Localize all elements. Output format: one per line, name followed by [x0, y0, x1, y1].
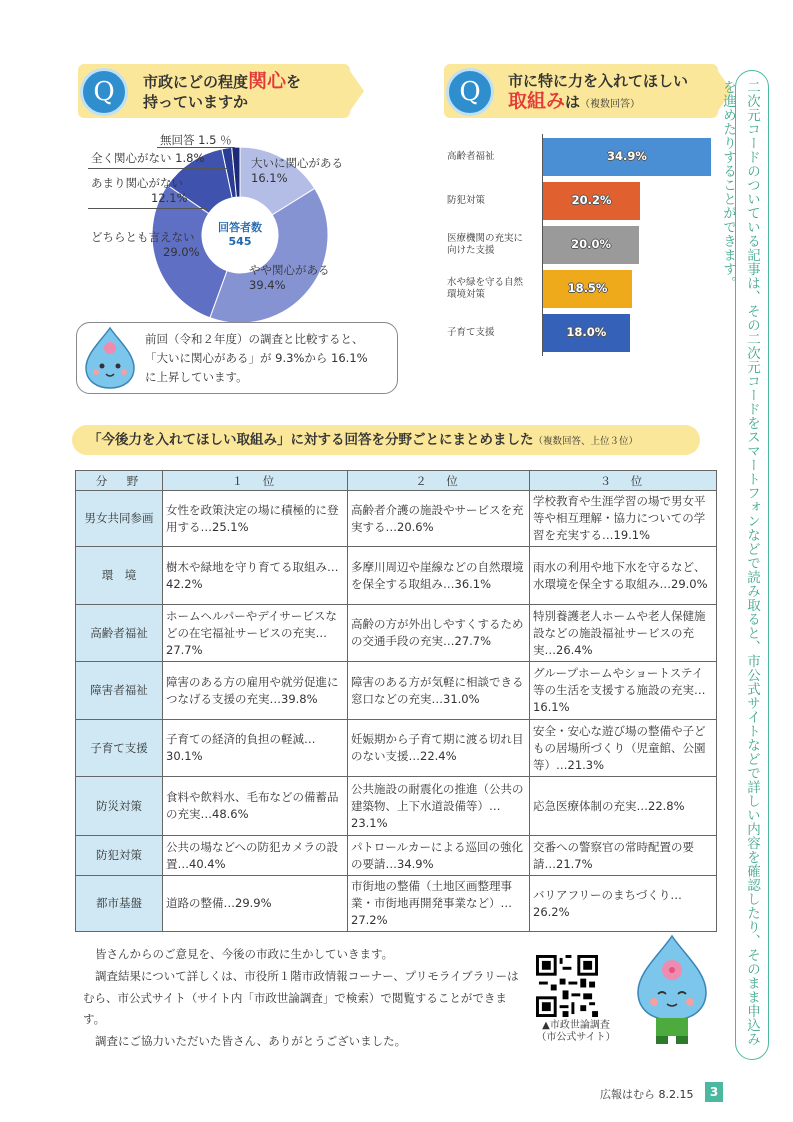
rank-1-cell: 道路の整備…29.9% — [163, 876, 348, 932]
rank-2-cell: 障害のある方が気軽に相談できる窓口などの充実…31.0% — [348, 662, 530, 720]
header-category: 分 野 — [76, 471, 163, 491]
mascot-icon — [80, 324, 140, 390]
table-row — [76, 720, 717, 777]
table-row — [76, 777, 717, 836]
row-category: 環 境 — [76, 547, 163, 605]
rank-1-cell: 女性を政策決定の場に積極的に登用する…25.1% — [163, 491, 348, 547]
table-row — [76, 491, 717, 547]
body-paragraph-3: 調査にご協力いただいた皆さん、ありがとうございました。 — [95, 1034, 407, 1048]
section-banner — [72, 425, 700, 455]
row-category: 防犯対策 — [76, 836, 163, 876]
row-category: 都市基盤 — [76, 876, 163, 932]
rank-3-cell: 安全・安心な遊び場の整備や子どもの居場所づくり（児童館、公園等）…21.3% — [530, 720, 717, 777]
qr-caption — [531, 1020, 621, 1044]
q2-title-part-b: は — [565, 93, 581, 111]
body-paragraph-1: 皆さんからのご意見を、今後の市政に生かしていきます。 — [95, 947, 394, 961]
pie-label-somewhat-interested: やや関心がある 39.4% — [249, 263, 330, 292]
pie-label-very-interested: 大いに関心がある 16.1% — [251, 156, 343, 185]
question-mark-label: Q — [93, 77, 115, 107]
bar-category-label: 医療機関の充実に 向けた支援 — [447, 233, 524, 256]
header-rank-1: １ 位 — [163, 471, 348, 491]
issue-label: 広報はむら 8.2.15 — [600, 1088, 694, 1101]
header-rank-3: ３ 位 — [530, 471, 717, 491]
rank-1-cell: 公共の場などへの防犯カメラの設置…40.4% — [163, 836, 348, 876]
rank-3-cell: 特別養護老人ホームや老人保健施設などの施設福祉サービスの充実…26.4% — [530, 605, 717, 662]
comment-line-3: に上昇しています。 — [145, 370, 248, 384]
q1-title-part-a: 市政にどの程度 — [143, 73, 249, 91]
rank-3-cell: バリアフリーのまちづくり…26.2% — [530, 876, 717, 932]
rank-2-cell: 高齢の方が外出しやすくするための交通手段の充実…27.7% — [348, 605, 530, 662]
header-rank-2: ２ 位 — [348, 471, 530, 491]
bar-category-label: 水や緑を守る自然 環境対策 — [447, 277, 524, 300]
bar-value-label: 18.0% — [566, 325, 607, 339]
rank-1-cell: 子育ての経済的負担の軽減…30.1% — [163, 720, 348, 777]
leader-line — [157, 147, 235, 148]
bar-value-label: 20.2% — [571, 193, 612, 207]
priorities-table — [75, 470, 717, 932]
rank-2-cell: 高齢者介護の施設やサービスを充実する…20.6% — [348, 491, 530, 547]
table-row — [76, 662, 717, 720]
rank-3-cell: 学校教育や生涯学習の場で男女平等や相互理解・協力についての学習を充実する…19.1% — [530, 491, 717, 547]
rank-3-cell: 応急医療体制の充実…22.8% — [530, 777, 717, 836]
q2-title-highlight: 取組み — [508, 90, 566, 112]
rank-3-cell: 雨水の利用や地下水を守るなど、水環境を保全する取組み…29.0% — [530, 547, 717, 605]
body-paragraph-2: 調査結果について詳しくは、市役所１階市政情報コーナー、プリモライブラリーはむら、市公式サイト（サイト内「市政世論調査」で検索）で閲覧することができます。 — [83, 969, 519, 1026]
q1-title-part-c: 持っていますか — [143, 93, 249, 111]
leader-line — [88, 208, 208, 209]
q1-title-highlight: 関心 — [248, 70, 287, 92]
table-row — [76, 836, 717, 876]
bar-category-label: 高齢者福祉 — [447, 151, 495, 162]
table-row — [76, 605, 717, 662]
row-category: 子育て支援 — [76, 720, 163, 777]
rank-2-cell: 市街地の整備（土地区画整理事業・市街地再開発事業など）…27.2% — [348, 876, 530, 932]
rank-2-cell: 多摩川周辺や崖線などの自然環境を保全する取組み…36.1% — [348, 547, 530, 605]
table-header-row — [76, 471, 717, 491]
pie-label-no-answer: 無回答 1.5 ％ — [160, 133, 232, 147]
pie-label-not-very-interested: あまり関心がない 12.1% — [91, 176, 188, 205]
bar-value-label: 34.9% — [607, 149, 647, 163]
side-note-text: 二次元コードのついている記事は、その二次元コードをスマートフォンなどで読み取ると、市公式サイトなどで詳しい内容を確認したり、そのまま申込みを進めたりすることができます。 — [720, 80, 760, 1046]
page-number: 3 — [705, 1082, 723, 1102]
rank-1-cell: ホームヘルパーやデイサービスなどの在宅福祉サービスの充実…27.7% — [163, 605, 348, 662]
mascot-icon — [626, 932, 718, 1047]
q1-title-part-b: を — [286, 73, 302, 91]
comment-line-1: 前回（令和２年度）の調査と比較すると、 — [145, 332, 364, 346]
rank-2-cell: 妊娠期から子育て期に渡る切れ目のない支援…22.4% — [348, 720, 530, 777]
section-note: （複数回答、上位３位） — [533, 436, 639, 447]
bar-value-label: 20.0% — [571, 237, 612, 251]
leader-line — [88, 168, 228, 169]
rank-1-cell: 障害のある方の雇用や就労促進につなげる支援の充実…39.8% — [163, 662, 348, 720]
q2-title-note: （複数回答） — [580, 99, 641, 110]
row-category: 防災対策 — [76, 777, 163, 836]
q2-title-part-a: 市に特に力を入れてほしい — [508, 72, 689, 90]
question-title-interest — [143, 71, 301, 112]
bar-axis-line — [542, 134, 543, 356]
question-mark-icon — [80, 68, 128, 116]
qr-caption-line-1: ▲市政世論調査 — [542, 1020, 610, 1031]
row-category: 男女共同参画 — [76, 491, 163, 547]
bar-category-label: 防犯対策 — [447, 195, 486, 206]
rank-3-cell: グループホームやショートステイ等の生活を支援する施設の充実…16.1% — [530, 662, 717, 720]
bar-category-label: 子育て支援 — [447, 327, 495, 338]
question-title-priorities — [508, 71, 688, 115]
respondents-count: 545 — [228, 235, 252, 248]
question-mark-icon — [446, 68, 494, 116]
rank-2-cell: パトロールカーによる巡回の強化の要請…34.9% — [348, 836, 530, 876]
qr-caption-line-2: （市公式サイト） — [536, 1032, 616, 1043]
row-category: 高齢者福祉 — [76, 605, 163, 662]
section-title: 「今後力を入れてほしい取組み」に対する回答を分野ごとにまとめました — [88, 432, 534, 448]
pie-center-label — [205, 221, 275, 249]
comment-text — [145, 330, 393, 387]
qr-code-icon[interactable] — [536, 955, 598, 1017]
table-row — [76, 876, 717, 932]
bar-value-label: 18.5% — [567, 281, 608, 295]
pie-label-neutral: どちらとも言えない 29.0% — [91, 230, 200, 259]
row-category: 障害者福祉 — [76, 662, 163, 720]
comment-line-2: 「大いに関心がある」が 9.3%から 16.1% — [145, 351, 368, 365]
rank-2-cell: 公共施設の耐震化の推進（公共の建築物、上下水道設備等）…23.1% — [348, 777, 530, 836]
respondents-label: 回答者数 — [218, 221, 262, 234]
rank-1-cell: 樹木や緑地を守り育てる取組み…42.2% — [163, 547, 348, 605]
table-row — [76, 547, 717, 605]
pie-label-not-interested: 全く関心がない 1.8% — [91, 151, 205, 165]
question-mark-label: Q — [459, 77, 481, 107]
rank-1-cell: 食料や飲料水、毛布などの備蓄品の充実…48.6% — [163, 777, 348, 836]
rank-3-cell: 交番への警察官の常時配置の要請…21.7% — [530, 836, 717, 876]
